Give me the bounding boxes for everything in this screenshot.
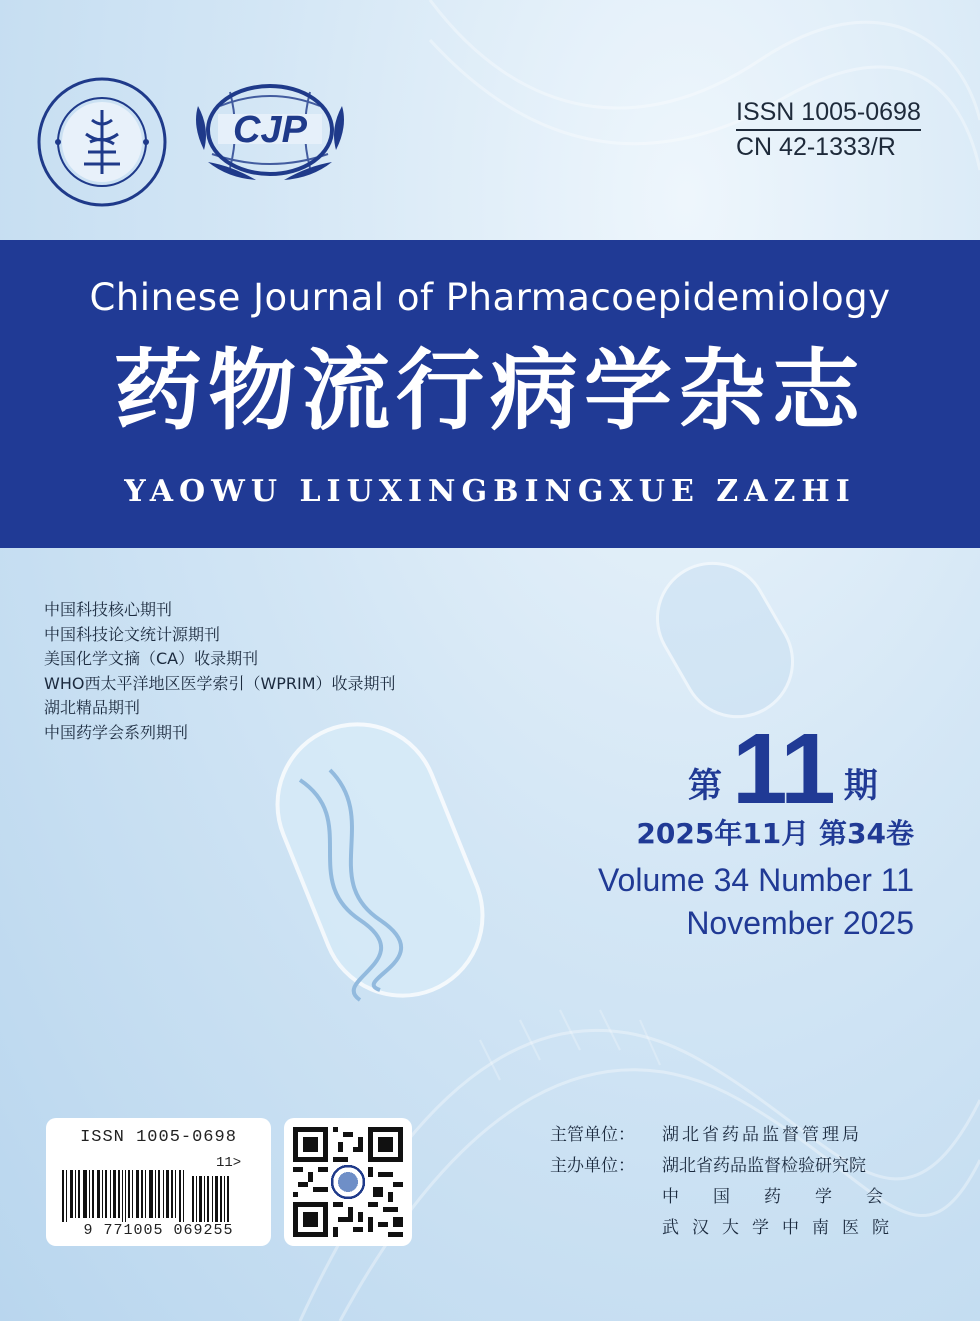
- sponsor-name: 湖北省药品监督检验研究院: [662, 1156, 866, 1176]
- indexing-item: 中国药学会系列期刊: [44, 722, 189, 742]
- indexing-item: 美国化学文摘（CA）收录期刊: [44, 649, 259, 668]
- sponsor-name: 武汉大学中南医院: [662, 1218, 902, 1238]
- qr-code-icon: [293, 1127, 403, 1237]
- cjp-logo-text: CJP: [233, 109, 307, 151]
- issue-number-value: 11: [732, 713, 834, 825]
- month-english: November 2025: [686, 905, 914, 941]
- sponsor-name: 中国药学会: [662, 1187, 917, 1207]
- pinyin-title: YAOWU LIUXINGBINGXUE ZAZHI: [124, 474, 856, 509]
- indexing-list: [44, 598, 396, 745]
- issue-suffix: 期: [843, 766, 878, 806]
- publisher-info: [550, 1120, 917, 1244]
- barcode-icon: [62, 1170, 256, 1222]
- barcode-digits: 9 771005 069255: [83, 1222, 234, 1239]
- press-seal-logo: [36, 76, 168, 208]
- barcode-addon: 11>: [216, 1155, 242, 1171]
- supervisor-name: 湖北省药品监督管理局: [662, 1125, 862, 1145]
- issn-cn-block: [736, 96, 921, 163]
- indexing-item: WHO西太平洋地区医学索引（WPRIM）收录期刊: [44, 673, 396, 693]
- supervisor-label: 主管单位：: [550, 1125, 635, 1145]
- english-title: Chinese Journal of Pharmacoepidemiology: [89, 276, 891, 319]
- cjp-logo: [190, 76, 350, 188]
- volume-english: Volume 34 Number 11: [597, 862, 914, 898]
- barcode-issn: ISSN 1005-0698: [80, 1128, 237, 1147]
- indexing-item: 湖北精品期刊: [44, 698, 141, 717]
- issue-date-chinese: 2025年11月 第34卷: [636, 817, 914, 850]
- cn-number: CN 42-1333/R: [736, 133, 896, 161]
- indexing-item: 中国科技论文统计源期刊: [44, 624, 221, 644]
- indexing-item: 中国科技核心期刊: [44, 600, 173, 619]
- issue-number: [688, 712, 878, 827]
- sponsor-label: 主办单位：: [550, 1156, 635, 1176]
- issue-prefix: 第: [688, 766, 722, 806]
- issn-number: ISSN 1005-0698: [736, 96, 921, 131]
- chinese-title: 药物流行病学杂志: [113, 338, 866, 442]
- capsule-illustration: [253, 700, 506, 1020]
- qr-code-card[interactable]: [284, 1118, 412, 1246]
- barcode-card: [46, 1118, 271, 1246]
